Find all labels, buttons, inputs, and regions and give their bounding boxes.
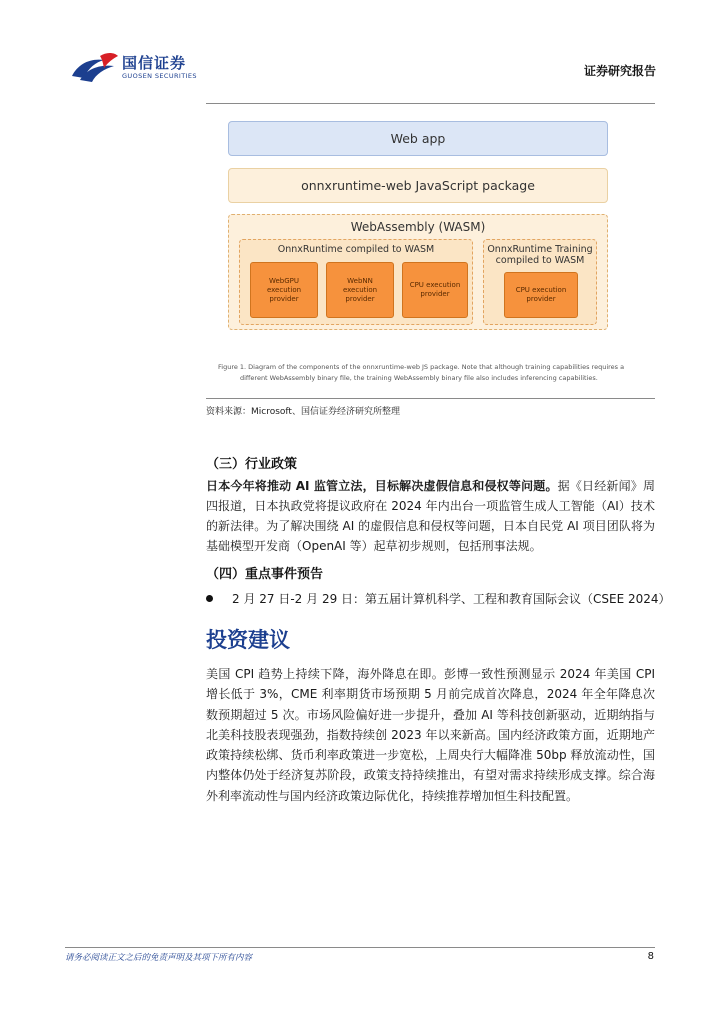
- figure-caption: [218, 362, 638, 384]
- figure-divider: [206, 398, 655, 399]
- event-text: 2 月 27 日-2 月 29 日：第五届计算机科学、工程和教育国际会议（CSEE 2024）: [232, 592, 671, 606]
- ort-training-title-line: compiled to WASM: [495, 255, 585, 266]
- webnn-ep-line: WebNN: [347, 276, 373, 285]
- logo-chinese-name: 国信证券: [122, 54, 187, 72]
- investment-heading: 投资建议: [206, 628, 290, 652]
- policy-paragraph: [206, 476, 655, 556]
- ort-training-title-line: OnnxRuntime Training: [487, 244, 593, 255]
- page-number: 8: [647, 951, 654, 962]
- js-package-box: [228, 168, 608, 203]
- figure-caption-line: Figure 1. Diagram of the components of the onnxruntime-web JS package. Note that although training capabilities requires a: [218, 363, 625, 371]
- cpu-training-ep-line: provider: [526, 295, 556, 303]
- cpu-ep-line: provider: [420, 290, 450, 298]
- policy-lead: 日本今年将推动 AI 监管立法，目标解决虚假信息和侵权等问题。: [206, 479, 558, 493]
- webnn-ep-line: provider: [345, 294, 375, 303]
- figure-source: 资料来源：Microsoft、国信证券经济研究所整理: [206, 407, 400, 417]
- webgpu-ep-line: provider: [269, 294, 299, 303]
- footer-divider: [65, 947, 655, 948]
- wasm-title: WebAssembly (WASM): [350, 220, 486, 234]
- ort-wasm-title: OnnxRuntime compiled to WASM: [277, 244, 435, 255]
- webgpu-ep-box: [250, 262, 318, 318]
- section-heading-policy: （三）行业政策: [206, 457, 298, 472]
- webnn-ep-box: [326, 262, 394, 318]
- report-type-label: 证券研究报告: [583, 64, 656, 78]
- architecture-diagram: [206, 106, 655, 398]
- ort-training-box: [483, 239, 597, 325]
- webgpu-ep-line: execution: [266, 285, 302, 294]
- footer-disclaimer: 请务必阅读正文之后的免责声明及其项下所有内容: [65, 953, 253, 963]
- wasm-box: [228, 214, 608, 330]
- web-app-label: Web app: [390, 131, 446, 146]
- webnn-ep-line: execution: [342, 285, 378, 294]
- ort-wasm-box: [239, 239, 473, 325]
- guosen-logo-icon: [70, 50, 120, 84]
- webgpu-ep-line: WebGPU: [268, 276, 300, 285]
- investment-paragraph: 美国 CPI 趋势上持续下降，海外降息在即。彭博一致性预测显示 2024 年美国 CPI 增长低于 3%，CME 利率期货市场预期 5 月前完成首次降息，2024 年全年降息次数预期超过 5 次。市场风险偏好进一步提升，叠加 AI 等科技创新驱动，近期纳指与北美科技股表现强劲，指数持续创 2023 年以来新高。国内经济政策方面，近期地产政策持续松绑、货币利率政策进一步宽松，上周央行大幅降准 50bp 释放流动性，国内整体仍处于经济复苏阶段，政策支持持续推出，有望对需求持续形成支撑。综合海外利率流动性与国内经济政策边际优化，持续推荐增加恒生科技配置。: [206, 667, 655, 803]
- cpu-ep-box: [402, 262, 468, 318]
- ort-training-title: [484, 244, 596, 266]
- section-heading-events: （四）重点事件预告: [206, 567, 324, 582]
- bullet-icon: [206, 595, 213, 602]
- logo-english-name: GUOSEN SECURITIES: [122, 72, 197, 80]
- cpu-training-ep-line: CPU execution: [515, 286, 567, 294]
- cpu-training-ep-box: [504, 272, 578, 318]
- js-package-label: onnxruntime-web JavaScript package: [301, 178, 535, 193]
- page-header: [0, 0, 724, 100]
- web-app-box: [228, 121, 608, 156]
- cpu-ep-line: CPU execution: [409, 281, 461, 289]
- company-logo: [70, 50, 200, 86]
- policy-body: 据《日经新闻》周四报道，日本执政党将提议政府在 2024 年内出台一项监管生成人工智能（AI）技术的新法律。为了解决围绕 AI 的虚假信息和侵权等问题，日本自民党 AI 项目团队将为基础模型开发商（OpenAI 等）起草初步规则，包括刑事法规。: [206, 479, 655, 553]
- header-divider: [206, 103, 655, 104]
- figure-caption-line: different WebAssembly binary file, the training WebAssembly binary file also includes inferencing capabilities.: [240, 374, 598, 382]
